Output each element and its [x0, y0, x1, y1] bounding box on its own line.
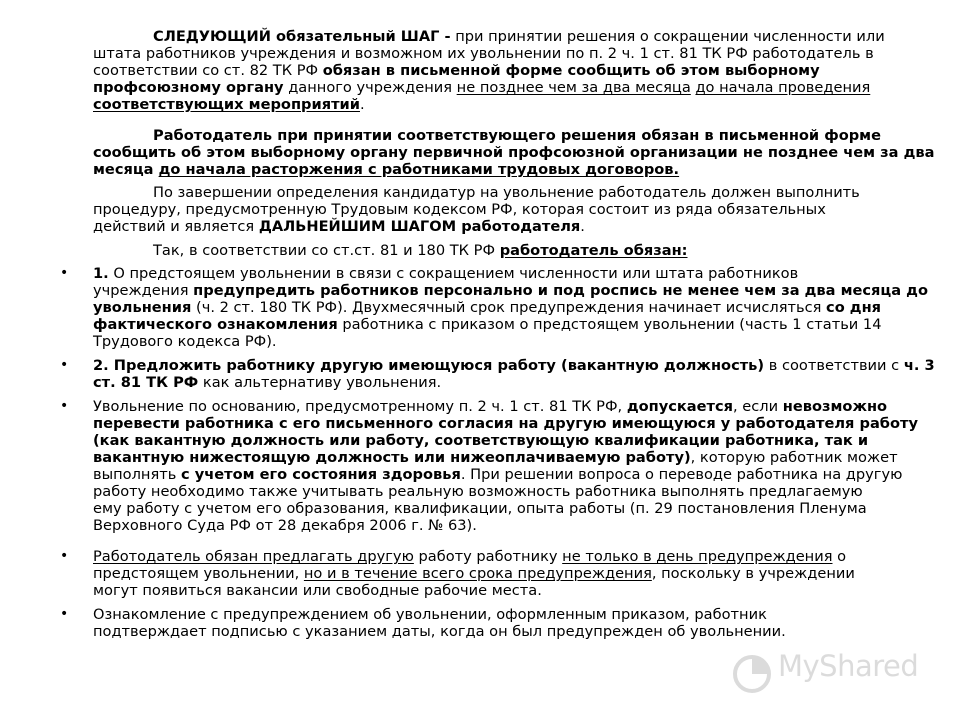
text-line: предстоящем увольнении, но и в течение всего срока предупреждения, поскольку в учреждении [93, 565, 855, 582]
text-line: Верховного Суда РФ от 28 декабря 2006 г. № 63). [93, 517, 477, 534]
bullet-marker: • [60, 357, 69, 373]
text-line: выполнять с учетом его состояния здоровья. При решении вопроса о переводе работника на другую [93, 466, 903, 483]
text-line: подтверждает подписью с указанием даты, когда он был предупрежден об увольнении. [93, 623, 786, 640]
paragraph-employer-duty [93, 127, 935, 178]
bullet-item-vacancies [93, 548, 903, 599]
text-line: работу необходимо также учитывать реальную возможность работника выполнять предлагаемую [93, 483, 863, 500]
bullet-item-warn [93, 265, 928, 350]
text-line: ему работу с учетом его образования, квалификации, опыта работы (п. 29 постановления Пленума [93, 500, 867, 517]
text-line: СЛЕДУЮЩИЙ обязательный ШАГ - при принятии решения о сокращении численности или [153, 28, 885, 45]
text-line: ст. 81 ТК РФ как альтернативу увольнения. [93, 374, 442, 391]
text-line: фактического ознакомления работника с приказом о предстоящем увольнении (часть 1 статьи 14 [93, 316, 882, 333]
text-line: перевести работника с его письменного согласия на другую имеющуюся у работодателя работу [93, 415, 918, 432]
text-line: Так, в соответствии со ст.ст. 81 и 180 ТК РФ работодатель обязан: [153, 242, 688, 259]
text-line: вакантную нижестоящую должность или нижеоплачиваемую работу), которую работник может [93, 449, 898, 466]
text-line: соответствии со ст. 82 ТК РФ обязан в письменной форме сообщить об этом выборному [93, 62, 820, 79]
watermark [730, 649, 930, 696]
bullet-item-offer [93, 357, 935, 391]
text-line: соответствующих мероприятий. [93, 96, 365, 113]
bullet-marker: • [60, 398, 69, 414]
text-line: Увольнение по основанию, предусмотренному п. 2 ч. 1 ст. 81 ТК РФ, допускается, если невозможно [93, 398, 888, 415]
text-line: Работодатель при принятии соответствующего решения обязан в письменной форме [153, 127, 882, 144]
text-line: 1. О предстоящем увольнении в связи с сокращением численности или штата работников [93, 265, 799, 282]
text-line: процедуру, предусмотренную Трудовым кодексом РФ, которая состоит из ряда обязательных [93, 201, 826, 218]
paragraph-next-step [93, 28, 903, 113]
bullet-marker: • [60, 265, 69, 281]
watermark-text: MyShared [778, 649, 919, 683]
text-line: сообщить об этом выборному органу первичной профсоюзной организации не позднее чем за два [93, 144, 935, 161]
text-line: Работодатель обязан предлагать другую работу работнику не только в день предупреждения о [93, 548, 847, 565]
text-line: учреждения предупредить работников персонально и под роспись не менее чем за два месяца до [93, 282, 928, 299]
bullet-marker: • [60, 548, 69, 564]
text-line: месяца до начала расторжения с работниками трудовых договоров. [93, 161, 680, 178]
paragraph-procedure [93, 184, 903, 235]
bullet-marker: • [60, 606, 69, 622]
text-line: могут появиться вакансии или свободные рабочие места. [93, 582, 542, 599]
text-line: действий и является ДАЛЬНЕЙШИМ ШАГОМ работодателя. [93, 218, 585, 235]
text-line: штата работников учреждения и возможном их увольнении по п. 2 ч. 1 ст. 81 ТК РФ работодатель в [93, 45, 874, 62]
text-line: Ознакомление с предупреждением об увольнении, оформленным приказом, работник [93, 606, 767, 623]
text-line: 2. Предложить работнику другую имеющуюся работу (вакантную должность) в соответствии с ч. 3 [93, 357, 935, 374]
text-line: По завершении определения кандидатур на увольнение работодатель должен выполнить [153, 184, 860, 201]
text-line: (как вакантную должность или работу, соответствующую квалификации работника, так и [93, 432, 869, 449]
bullet-item-dismissal [93, 398, 918, 534]
text-line: Трудового кодекса РФ). [93, 333, 277, 350]
text-line: увольнения (ч. 2 ст. 180 ТК РФ). Двухмесячный срок предупреждения начинает исчисляться со дня [93, 299, 882, 316]
myshared-logo-icon [730, 652, 774, 696]
paragraph-articles [93, 242, 903, 259]
bullet-item-acknowledgement [93, 606, 903, 640]
text-line: профсоюзному органу данного учреждения не позднее чем за два месяца до начала проведения [93, 79, 871, 96]
